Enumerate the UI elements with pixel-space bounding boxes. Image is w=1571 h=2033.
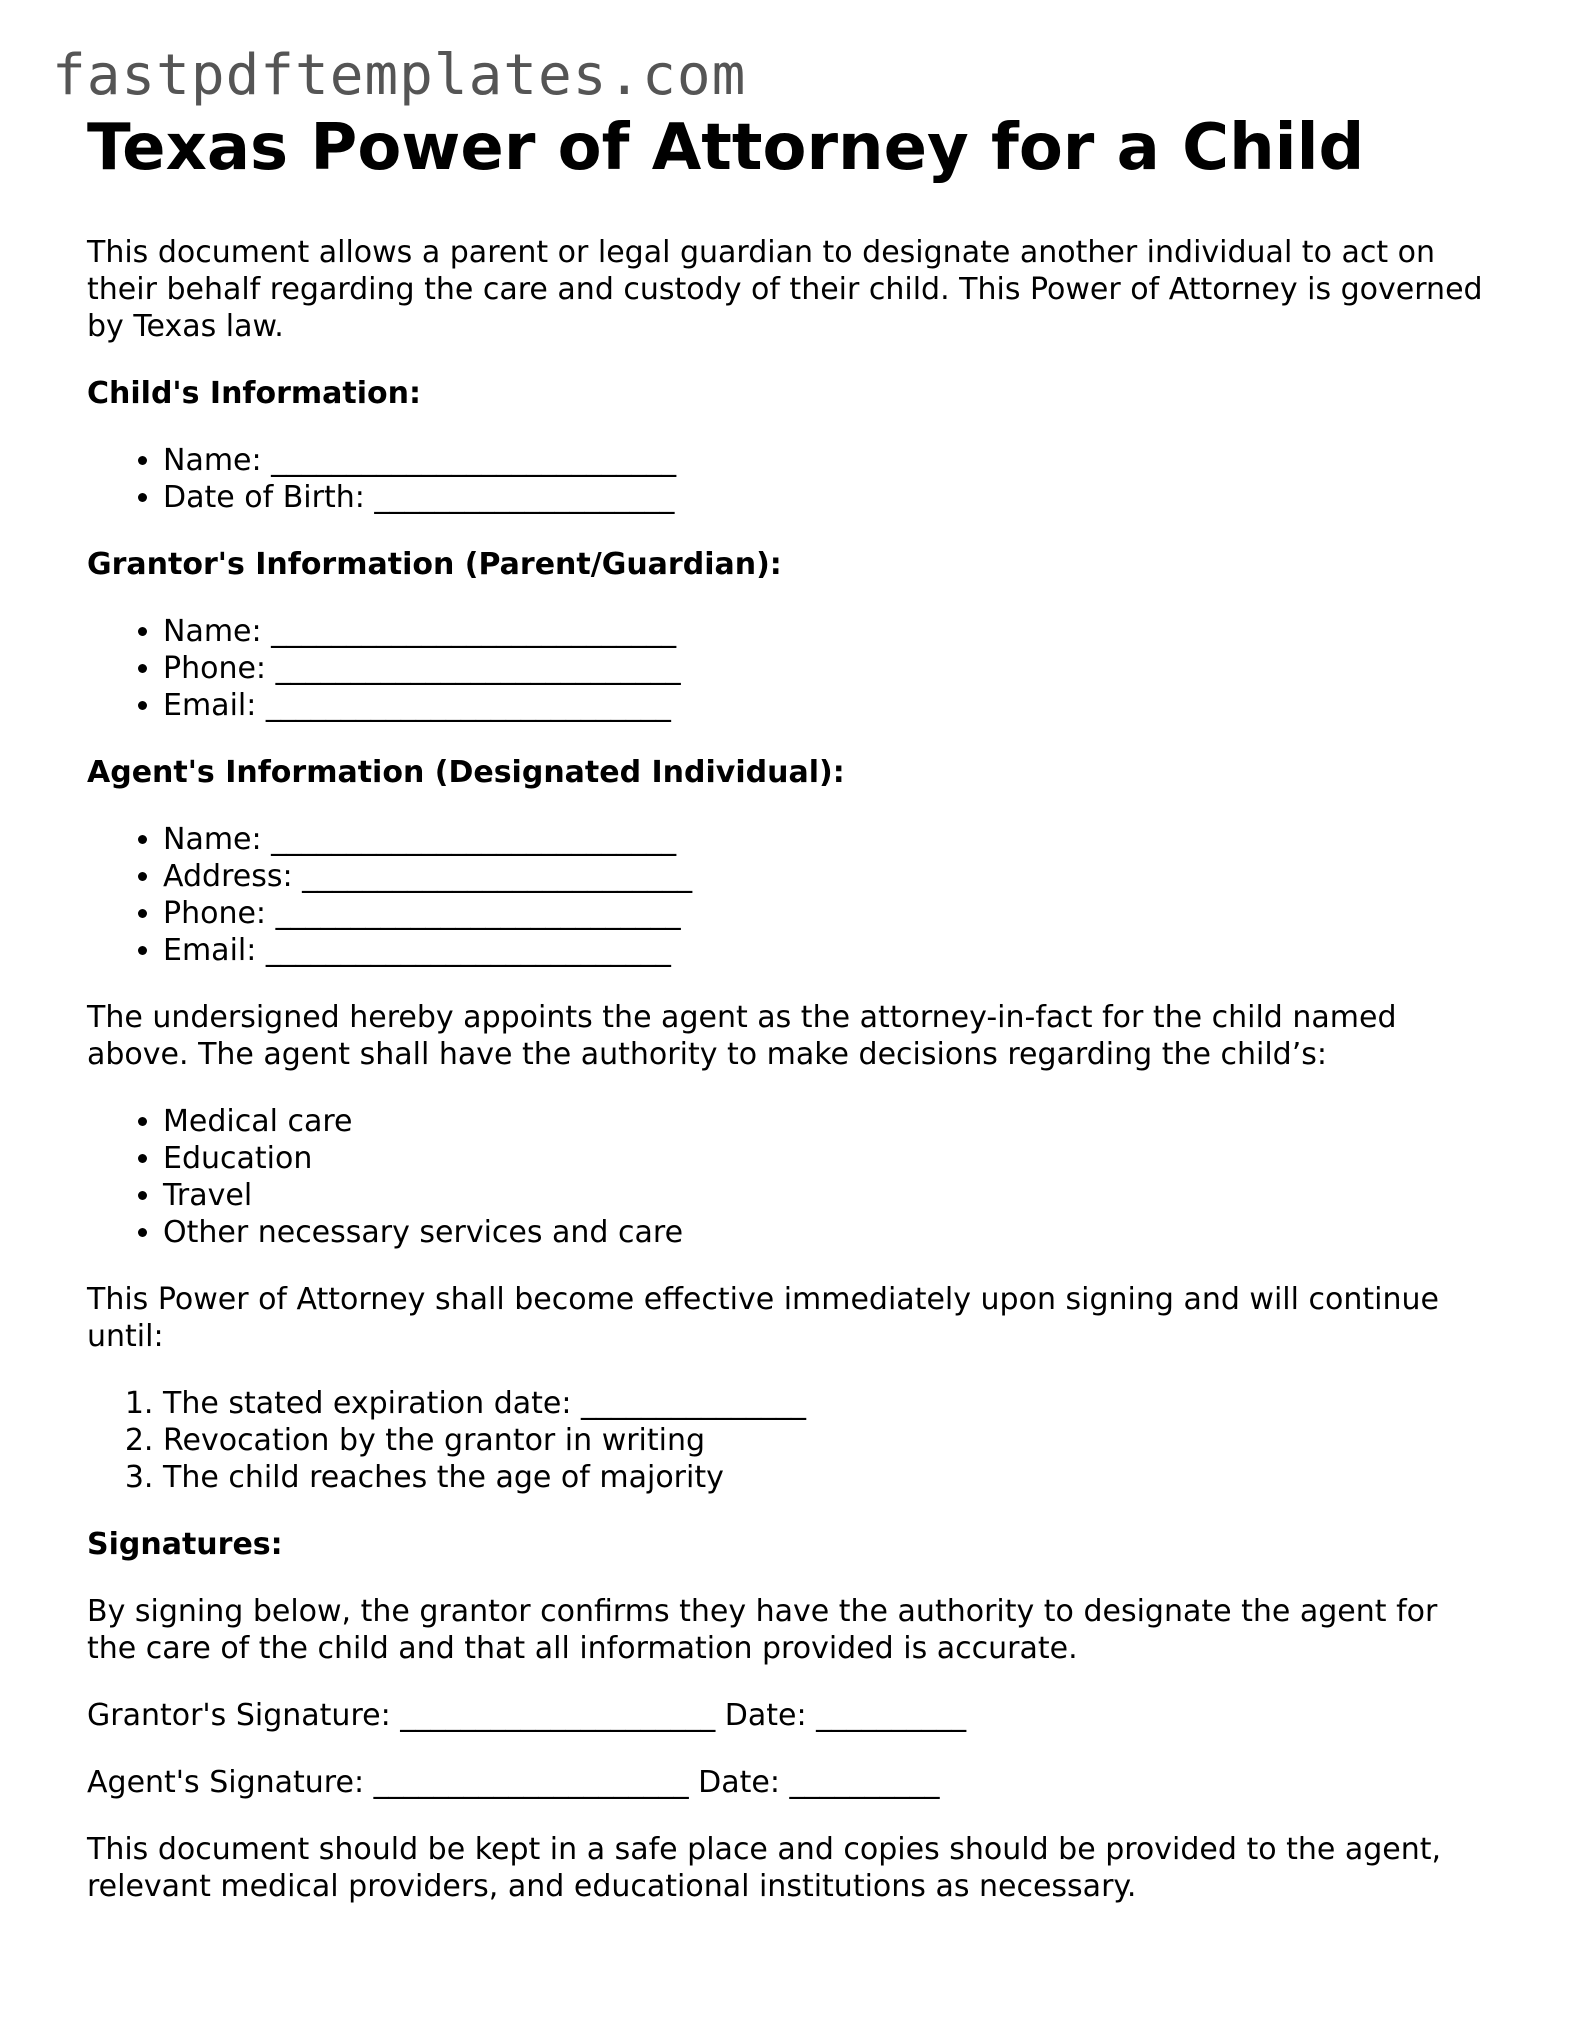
- document-title: Texas Power of Attorney for a Child: [87, 111, 1365, 185]
- grantor-info-list: [87, 613, 1487, 724]
- authority-item: • Other necessary services and care: [163, 1214, 1487, 1251]
- watermark: fastpdftemplates.com: [52, 43, 747, 108]
- signatures-paragraph: By signing below, the grantor confirms they have the authority to designate the agent for the care of the child and that all information provided is accurate.: [87, 1593, 1438, 1666]
- child-dob-field: • Date of Birth: ____________________: [163, 479, 1487, 516]
- agent-phone-field: • Phone: ___________________________: [163, 895, 1487, 932]
- duration-item: 2. Revocation by the grantor in writing: [163, 1422, 1487, 1459]
- grantor-name-field: • Name: ___________________________: [163, 613, 1487, 650]
- closing-paragraph: This document should be kept in a safe place and copies should be provided to the agent, relevant medical providers, and educational institutions as necessary.: [87, 1831, 1442, 1904]
- authority-paragraph: The undersigned hereby appoints the agent as the attorney-in-fact for the child named above. The agent shall have the authority to make decisions regarding the child’s:: [87, 999, 1397, 1072]
- duration-item: 3. The child reaches the age of majority: [163, 1459, 1487, 1496]
- child-info-heading: Child's Information:: [87, 375, 421, 411]
- authority-item: • Travel: [163, 1177, 1487, 1214]
- grantor-info-heading: Grantor's Information (Parent/Guardian):: [87, 546, 782, 582]
- agent-name-field: • Name: ___________________________: [163, 821, 1487, 858]
- child-info-list: [87, 442, 1487, 516]
- authority-list: [87, 1103, 1487, 1251]
- child-name-field: • Name: ___________________________: [163, 442, 1487, 479]
- duration-paragraph: This Power of Attorney shall become effective immediately upon signing and will continue until:: [87, 1281, 1439, 1354]
- duration-list: [87, 1385, 1487, 1496]
- intro-paragraph: This document allows a parent or legal guardian to designate another individual to act on their behalf regarding the care and custody of their child. This Power of Attorney is governed by Texas law.: [87, 234, 1483, 344]
- grantor-email-field: • Email: ___________________________: [163, 687, 1487, 724]
- authority-item: • Education: [163, 1140, 1487, 1177]
- agent-signature-line: Agent's Signature: _____________________ Date: __________: [87, 1764, 940, 1800]
- signatures-heading: Signatures:: [87, 1526, 283, 1562]
- grantor-signature-line: Grantor's Signature: _____________________ Date: __________: [87, 1697, 967, 1733]
- agent-address-field: • Address: __________________________: [163, 858, 1487, 895]
- agent-email-field: • Email: ___________________________: [163, 932, 1487, 969]
- agent-info-heading: Agent's Information (Designated Individual):: [87, 754, 845, 790]
- document-body: [87, 112, 1487, 1935]
- agent-info-list: [87, 821, 1487, 969]
- authority-item: • Medical care: [163, 1103, 1487, 1140]
- grantor-phone-field: • Phone: ___________________________: [163, 650, 1487, 687]
- duration-item: 1. The stated expiration date: _______________: [163, 1385, 1487, 1422]
